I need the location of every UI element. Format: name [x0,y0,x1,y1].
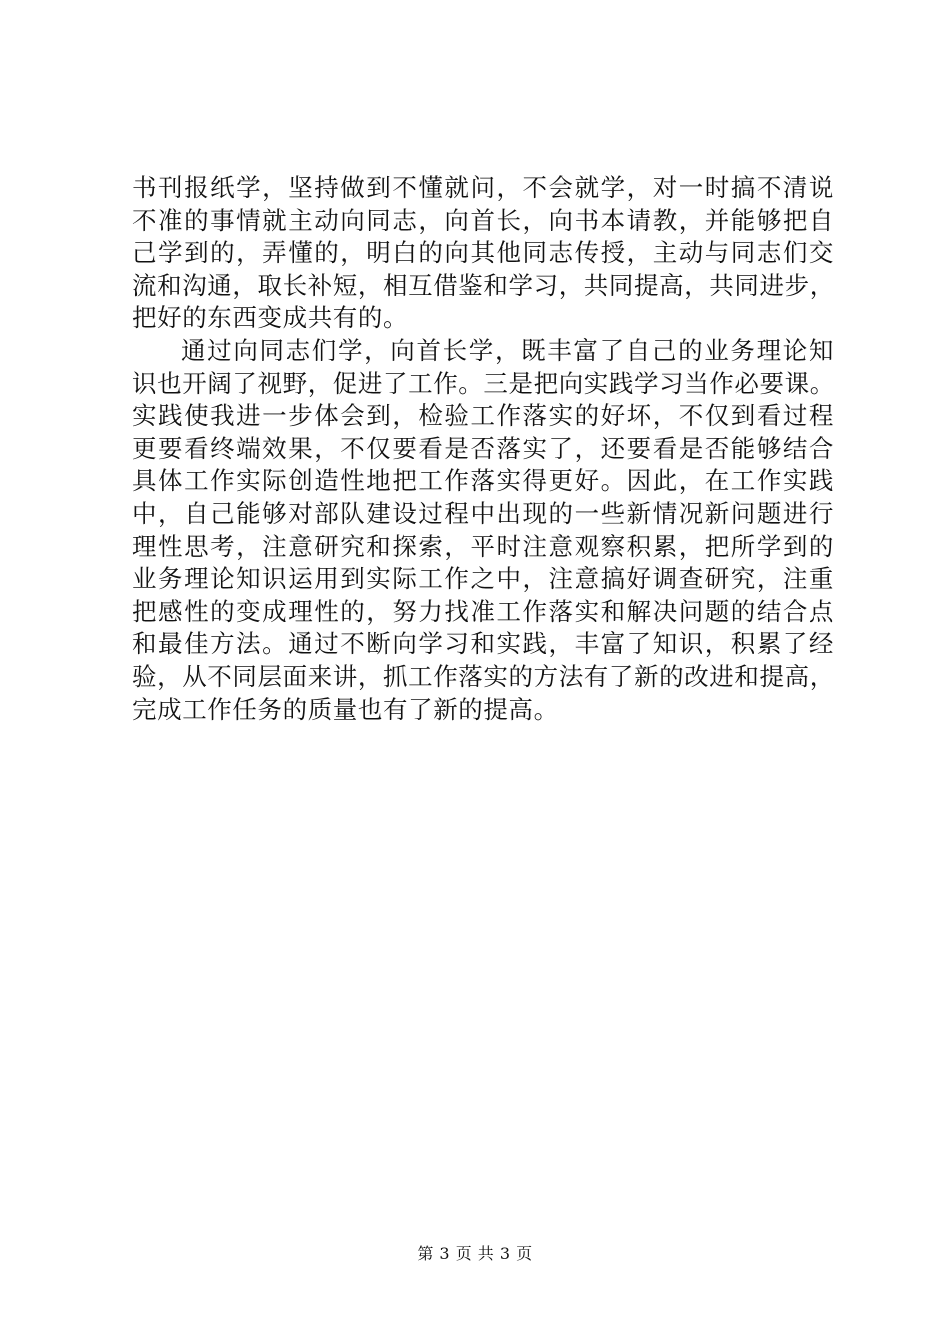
paragraph-2 [132,335,834,726]
text-line: 流和沟通，取长补短，相互借鉴和学习，共同提高，共同进步， [132,270,835,300]
text-line: 实践使我进一步体会到，检验工作落实的好坏，不仅到看过程 [132,401,834,431]
text-line: 完成工作任务的质量也有了新的提高。 [132,694,559,724]
text-line: 书刊报纸学，坚持做到不懂就问，不会就学，对一时搞不清说 [132,173,834,202]
text-line: 业务理论知识运用到实际工作之中，注意搞好调查研究，注重 [132,564,834,594]
text-line: 把好的东西变成共有的。 [132,303,409,333]
paragraph-1 [132,172,834,335]
text-line: 通过向同志们学，向首长学，既丰富了自己的业务理论知 [181,335,834,365]
text-line: 和最佳方法。通过不断向学习和实践，丰富了知识，积累了经 [132,629,834,659]
text-line: 验，从不同层面来讲，抓工作落实的方法有了新的改进和提高， [132,661,835,691]
text-line: 中，自己能够对部队建设过程中出现的一些新情况新问题进行 [132,498,834,528]
page-footer [0,1244,950,1264]
page-number-label: 第 3 页 共 3 页 [417,1244,533,1263]
text-line: 理性思考，注意研究和探索，平时注意观察积累，把所学到的 [132,531,834,561]
text-line: 更要看终端效果，不仅要看是否落实了，还要看是否能够结合 [132,433,834,463]
text-line: 不准的事情就主动向同志，向首长，向书本请教，并能够把自 [132,205,834,235]
text-line: 识也开阔了视野，促进了工作。三是把向实践学习当作必要课。 [132,368,835,398]
document-body [132,172,834,726]
text-line: 把感性的变成理性的，努力找准工作落实和解决问题的结合点 [132,596,834,626]
text-line: 己学到的，弄懂的，明白的向其他同志传授，主动与同志们交 [132,238,834,268]
text-line: 具体工作实际创造性地把工作落实得更好。因此，在工作实践 [132,466,834,496]
